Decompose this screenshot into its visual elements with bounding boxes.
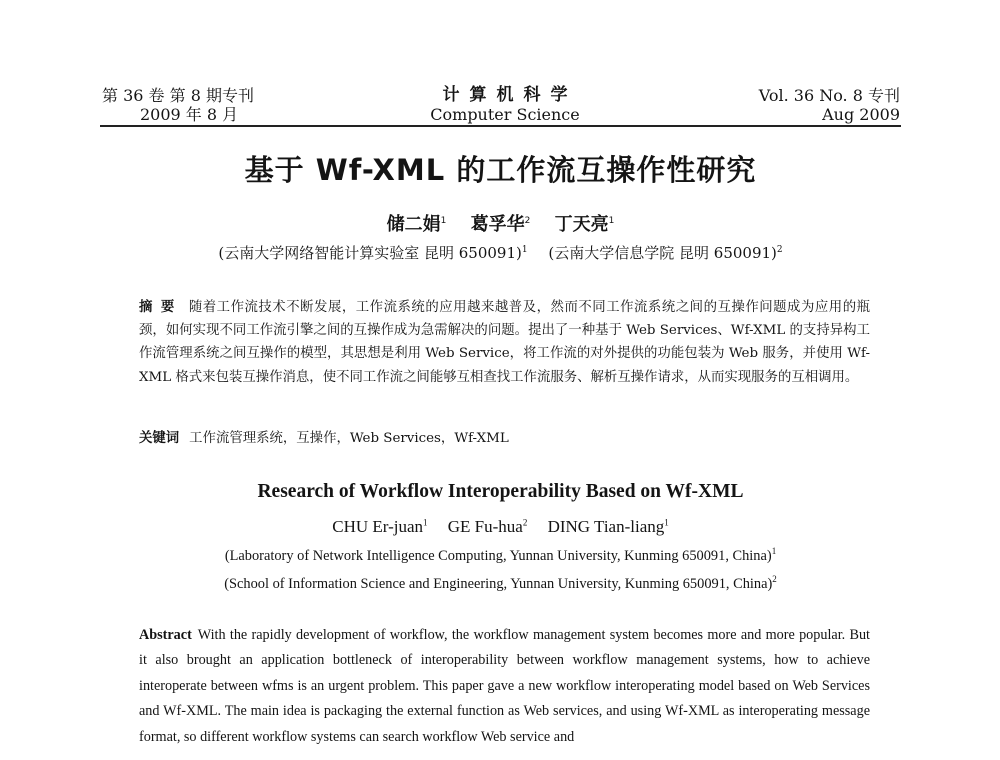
keywords-cn-label: 关键词: [139, 431, 180, 446]
affiliation-en: (School of Information Science and Engineering, Yunnan University, Kunming 650091, China)$^2$: [224, 574, 777, 592]
keywords-cn: [139, 427, 509, 446]
abstract-en: [139, 623, 870, 750]
affiliation-en: (Laboratory of Network Intelligence Computing, Yunnan University, Kunming 650091, China)$^1$: [224, 546, 777, 564]
abstract-cn: [139, 296, 870, 389]
author-en: GE Fu-hua$^2$: [447, 517, 528, 536]
author-cn: 丁天亮$^1$: [554, 214, 615, 235]
author-cn: 葛孚华$^2$: [470, 214, 531, 235]
author-cn: 储二娟$^1$: [386, 214, 447, 235]
journal-name: [380, 86, 630, 124]
header-rule: [100, 125, 901, 127]
journal-name-cn: 计算机科学: [442, 85, 578, 105]
keywords-cn-text: 工作流管理系统，互操作，Web Services，Wf-XML: [189, 431, 509, 446]
volume-issue: 第 36 卷 第 8 期专刊: [102, 86, 254, 105]
paper-title-en: Research of Workflow Interoperability Based on Wf-XML: [257, 481, 744, 502]
issue-date-en: Aug 2009: [822, 105, 900, 124]
affiliation-cn: (云南大学信息学院 昆明 650091)$^2$: [548, 244, 783, 262]
author-list-cn: [100, 210, 901, 236]
affiliation-cn: (云南大学网络智能计算实验室 昆明 650091)$^1$: [218, 244, 528, 262]
journal-name-en: Computer Science: [430, 105, 580, 124]
author-en: CHU Er-juan$^1$: [332, 517, 428, 536]
abstract-cn-label: 摘要: [139, 300, 183, 315]
paper-title-cn: 基于 Wf-XML 的工作流互操作性研究: [244, 153, 757, 187]
issue-date: 2009 年 8 月: [140, 105, 239, 124]
journal-issue-info: [102, 86, 254, 124]
author-en: DING Tian-liang$^1$: [547, 517, 669, 536]
volume-issue-en: Vol. 36 No. 8 专刊: [758, 86, 900, 105]
affiliations-cn: [100, 242, 901, 263]
journal-issue-info-en: [700, 86, 900, 124]
abstract-cn-text: 随着工作流技术不断发展，工作流系统的应用越来越普及，然而不同工作流系统之间的互操作问题成为应用的瓶颈，如何实现不同工作流引擎之间的互操作成为急需解决的问题。提出了一种基于 Web Services、Wf-XML 的支持异构工作流管理系统之间互操作的模型，其思想是利用 Web Service，将工作流的对外提供的功能包装为 Web 服务，并使用 Wf-XML 格式来包装互操作消息，使不同工作流之间能够互相查找工作流服务、解析互操作请求，从而实现服务的互相调用。: [139, 300, 870, 385]
abstract-en-label: Abstract: [139, 627, 192, 643]
abstract-en-text: With the rapidly development of workflow, the workflow management system becomes more and more popular. But it also brought an application bottleneck of interoperability between workflow management systems, how to achieve interoperate between wfms is an urgent problem. This paper gave a new workflow interoperating model based on Web Services and Wf-XML. The main idea is packaging the external function as Web services, and using Wf-XML as interoperating message format, so different workflow systems can search workflow Web service and: [139, 627, 870, 745]
author-list-en: [100, 517, 901, 537]
